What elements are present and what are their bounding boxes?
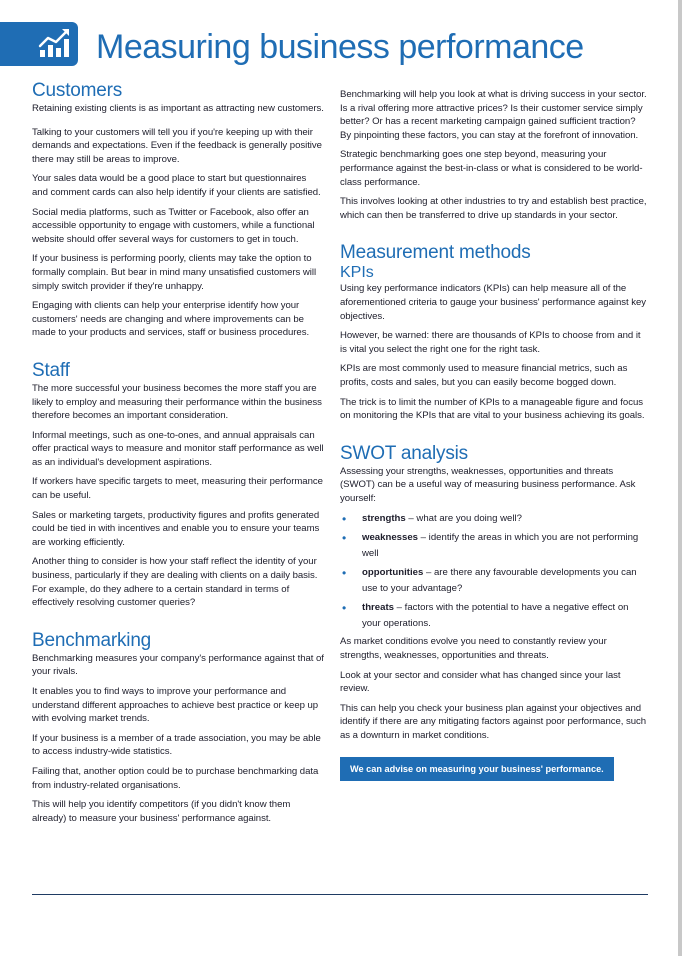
bullet-icon: • bbox=[342, 512, 347, 527]
swot-term: strengths bbox=[362, 513, 406, 525]
list-item bbox=[340, 511, 648, 527]
swot-term: opportunities bbox=[362, 567, 424, 579]
benchmarking-paragraph: This involves looking at other industries to try and establish best practice, which can then be transferred to drive up standards in your sector. bbox=[340, 196, 647, 221]
swot-intro: Assessing your strengths, weaknesses, opportunities and threats (SWOT) can be a useful way of measuring business performance. Ask yourself: bbox=[340, 465, 636, 504]
kpis-paragraph: KPIs are most commonly used to measure financial metrics, such as profits, costs and sales, but you can easily become bogged down. bbox=[340, 363, 628, 388]
kpis-paragraph: The trick is to limit the number of KPIs to a manageable figure and focus on monitoring the KPIs that are vital to your business achieving its goals. bbox=[340, 396, 645, 422]
kpis-paragraph: However, be warned: there are thousands of KPIs to choose from and it is vital you select the right one for the right task. bbox=[340, 330, 641, 355]
benchmarking-heading: Benchmarking bbox=[32, 629, 152, 651]
page-edge bbox=[678, 0, 682, 956]
list-item bbox=[340, 530, 648, 562]
swot-desc: – identify the areas in which you are not performing well bbox=[362, 532, 639, 560]
swot-paragraph: Look at your sector and consider what has changed since your last review. bbox=[340, 669, 621, 695]
benchmarking-paragraph: Benchmarking will help you look at what is driving success in your sector. Is a rival offering more attractive prices? Is their customer service simply better? Or has a recent marketing campaign gained sufficient traction? By pinpointing these factors, you can stay at the forefront of innovation. bbox=[340, 89, 647, 141]
benchmarking-paragraph: Failing that, another option could be to purchase benchmarking data from industry-related organisations. bbox=[32, 765, 319, 791]
benchmarking-paragraph: If your business is a member of a trade association, you may be able to access industry-wide statistics. bbox=[32, 732, 321, 758]
benchmarking-paragraph: This will help you identify competitors (if you didn't know them already) to measure your business' performance against. bbox=[32, 799, 291, 824]
staff-paragraph: Another thing to consider is how your staff reflect the identity of your business, particularly if they are dealing with clients on a daily basis. For example, do they adhere to a certain standard in terms of effectively resolving customer queries? bbox=[32, 556, 318, 609]
measurement-methods-heading: Measurement methods bbox=[340, 242, 531, 264]
staff-paragraph: If workers have specific targets to meet, measuring their performance can be useful. bbox=[32, 476, 323, 502]
bullet-icon: • bbox=[342, 566, 347, 581]
bullet-icon: • bbox=[342, 601, 347, 616]
list-item bbox=[340, 565, 648, 597]
swot-list bbox=[340, 511, 648, 632]
page-title: Measuring business performance bbox=[96, 28, 584, 66]
bullet-icon: • bbox=[342, 531, 347, 546]
staff-paragraph: Informal meetings, such as one-to-ones, and annual appraisals can offer practical ways to measure and monitor staff performance as well as an individual's development aspirations. bbox=[32, 429, 324, 468]
customers-paragraph: Engaging with clients can help your enterprise identify how your customers' needs are changing and where improvements can be made to your products and services, staff or business procedures. bbox=[32, 300, 310, 339]
footer-divider bbox=[32, 894, 648, 895]
customers-paragraph: Social media platforms, such as Twitter or Facebook, also offer an accessible opportunity to engage with customers, while a functional website should offer several ways for customers to get in touch. bbox=[32, 206, 315, 245]
kpis-heading: KPIs bbox=[340, 264, 374, 282]
benchmarking-paragraph: Strategic benchmarking goes one step beyond, measuring your performance against the best-in-class or what is considered to be world-class performance. bbox=[340, 149, 643, 188]
kpis-paragraph: Using key performance indicators (KPIs) can help measure all of the aforementioned criteria to gauge your business' performance against key objectives. bbox=[340, 283, 646, 322]
swot-paragraph: This can help you check your business plan against your objectives and identify if there are any mitigating factors against poor performance, such as a downturn in market conditions. bbox=[340, 702, 647, 742]
growth-chart-icon bbox=[36, 26, 72, 62]
swot-term: threats bbox=[362, 602, 394, 614]
customers-paragraph: Your sales data would be a good place to start but questionnaires and comment cards can also help identify if your clients are satisfied. bbox=[32, 173, 321, 198]
customers-paragraph: Talking to your customers will tell you if you're keeping up with their demands and expectations. Even if the feedback is generally positive there may still be areas to improve. bbox=[32, 126, 322, 165]
benchmarking-paragraph: Benchmarking measures your company's performance against that of your rivals. bbox=[32, 652, 324, 678]
right-column bbox=[340, 88, 648, 781]
logo-badge bbox=[0, 22, 78, 66]
list-item bbox=[340, 600, 648, 632]
swot-desc: – factors with the potential to have a negative effect on your operations. bbox=[362, 602, 629, 630]
customers-heading: Customers bbox=[32, 80, 123, 101]
customers-paragraph: If your business is performing poorly, clients may take the option to formally complain. But bear in mind many unsatisfied customers will simply switch provider if they're unhappy. bbox=[32, 253, 317, 292]
staff-paragraph: The more successful your business becomes the more staff you are likely to employ and measuring their performance within the business therefore becomes an important consideration. bbox=[32, 382, 322, 422]
staff-heading: Staff bbox=[32, 359, 70, 381]
swot-heading: SWOT analysis bbox=[340, 442, 468, 464]
swot-desc: – what are you doing well? bbox=[405, 513, 522, 525]
advice-button[interactable]: We can advise on measuring your business' performance. bbox=[340, 757, 614, 781]
left-column bbox=[32, 80, 324, 831]
customers-paragraph: Retaining existing clients is as important as attracting new customers. bbox=[32, 103, 324, 114]
swot-term: weaknesses bbox=[362, 532, 419, 544]
swot-paragraph: As market conditions evolve you need to constantly review your strengths, weaknesses, opportunities and threats. bbox=[340, 636, 607, 662]
staff-paragraph: Sales or marketing targets, productivity figures and profits generated could be tied in with incentives and enable you to ensure your teams are working efficiently. bbox=[32, 509, 320, 548]
benchmarking-paragraph: It enables you to find ways to improve your performance and understand different approaches to achieve best practice or keep up with evolving market trends. bbox=[32, 686, 319, 725]
swot-desc: – are there any favourable developments you can use to your advantage? bbox=[362, 567, 637, 595]
